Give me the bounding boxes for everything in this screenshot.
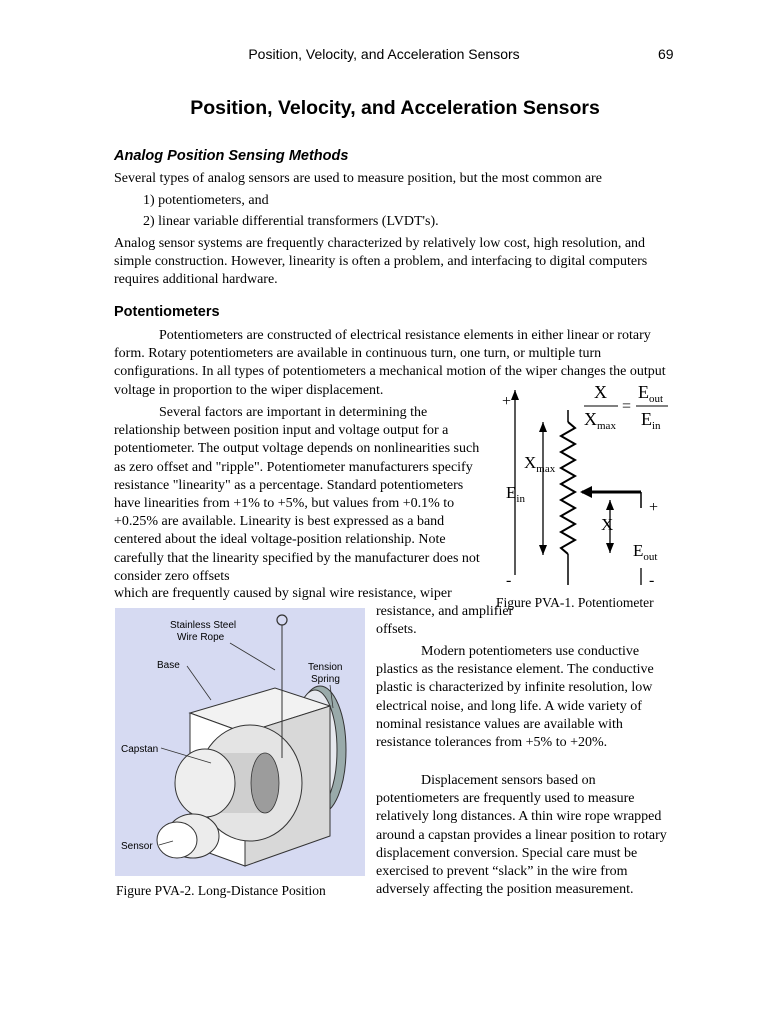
label-ein <box>506 483 525 505</box>
list-item: 1) potentiometers, and <box>143 193 269 208</box>
label-eout-sub: out <box>643 551 658 563</box>
running-header: Position, Velocity, and Acceleration Sensors <box>248 46 520 62</box>
label-tension-spring: Tension <box>308 662 343 673</box>
figure-caption: Figure PVA-2. Long-Distance Position <box>116 883 326 898</box>
eq-eout-sub: out <box>649 393 664 405</box>
eq-equals: = <box>622 398 632 415</box>
arrow-head <box>539 422 547 432</box>
paragraph-continued: which are frequently caused by signal wire resistance, wiper <box>114 586 452 601</box>
resistor-zigzag <box>561 422 575 554</box>
label-wire-rope: Stainless Steel <box>170 620 237 631</box>
arrow-head <box>511 390 519 400</box>
label-tension-spring-2: Spring <box>311 674 340 685</box>
section-intro: Several types of analog sensors are used to measure position, but the most common are <box>114 171 602 186</box>
capstan-end <box>175 749 235 817</box>
long-distance-sensor-illustration <box>115 608 365 876</box>
eq-xmax <box>584 409 616 432</box>
plus-left: + <box>502 393 512 410</box>
paragraph-text: Modern potentiometers use conductive plastics as the resistance element. The conductive plastic is characterized by infinite resolution, low electrical noise, and long life. A wide variety of nominal resistance values are available with resistance tolerances from +5% to +20%. <box>376 644 654 751</box>
eq-eout-main: E <box>638 382 649 402</box>
label-sensor: Sensor <box>121 841 153 852</box>
label-eout <box>633 541 657 563</box>
arrow-head <box>606 543 614 553</box>
paragraph-text: Potentiometers are constructed of electrical resistance elements in either linear or rotary form. Rotary potentiometers are available in continuous turn, one turn, or multiple turn configurations. In all types of potentiometers a mechanical motion of the wiper changes the output voltage in proportion to the wiper displacement. <box>114 328 666 398</box>
wiper-arrow-icon <box>580 486 592 498</box>
eq-eout <box>638 382 663 405</box>
page-title: Position, Velocity, and Acceleration Sensors <box>190 97 600 119</box>
label-capstan: Capstan <box>121 744 159 755</box>
label-base: Base <box>157 660 180 671</box>
eq-xmax-main: X <box>584 409 597 429</box>
eq-ein-sub: in <box>652 420 661 432</box>
paragraph-end: resistance, and amplifier offsets. <box>376 604 514 638</box>
eq-xmax-sub: max <box>597 420 616 432</box>
label-ein-sub: in <box>516 493 525 505</box>
arrow-head <box>606 500 614 510</box>
paragraph <box>376 772 676 899</box>
label-xmax <box>524 453 556 475</box>
page-number: 69 <box>658 46 674 62</box>
paragraph-text: Several factors are important in determining the relationship between position input and voltage output for a potentiometer. The output voltage depends on nonlinearities such as zero offset and "ripple". Potentiometer manufacturers specify resistance "linearity" as a percentage. Standard potentiometers have linearities from +1% to +5%, but values from +0.1% to +0.25% are available. Linearity is best expressed as a band centered about the ideal voltage-position relationship. Note carefully that the linearity specified by the manufacturer does not consider zero offsets <box>114 405 480 584</box>
label-xmax-main: X <box>524 453 537 472</box>
minus-right: - <box>649 572 655 589</box>
label-ein-main: E <box>506 483 517 502</box>
sensor-face <box>157 822 197 858</box>
potentiometer-diagram <box>496 380 686 595</box>
capstan-wire-wrap <box>251 753 279 813</box>
eq-x: X <box>594 382 607 402</box>
paragraph: Analog sensor systems are frequently characterized by relatively low cost, high resolution, and simple construction. However, linearity is often a problem, and interfacing to digital computers requires additional hardware. <box>114 236 648 288</box>
label-xmax-sub: max <box>536 463 556 475</box>
label-eout-main: E <box>633 541 644 560</box>
plus-right: + <box>649 499 659 516</box>
list-item: 2) linear variable differential transformers (LVDT's). <box>143 214 439 229</box>
paragraph <box>376 643 676 752</box>
arrow-head <box>539 545 547 555</box>
paragraph-text: Displacement sensors based on potentiometers are frequently used to measure relatively long distances. A thin wire rope wrapped around a capstan provides a linear position to rotary displacement conversion. Special care must be exercised to prevent “slack” in the wire from adversely affecting the position measurement. <box>376 773 667 898</box>
minus-left: - <box>506 572 512 589</box>
paragraph <box>114 404 486 586</box>
section-heading-potentiometers: Potentiometers <box>114 304 220 320</box>
eq-ein <box>641 409 661 432</box>
figure-caption: Figure PVA-1. Potentiometer <box>496 595 654 610</box>
label-wire-rope-2: Wire Rope <box>177 632 225 643</box>
label-x: X <box>601 515 614 534</box>
section-heading-analog: Analog Position Sensing Methods <box>114 148 349 164</box>
eq-ein-main: E <box>641 409 652 429</box>
